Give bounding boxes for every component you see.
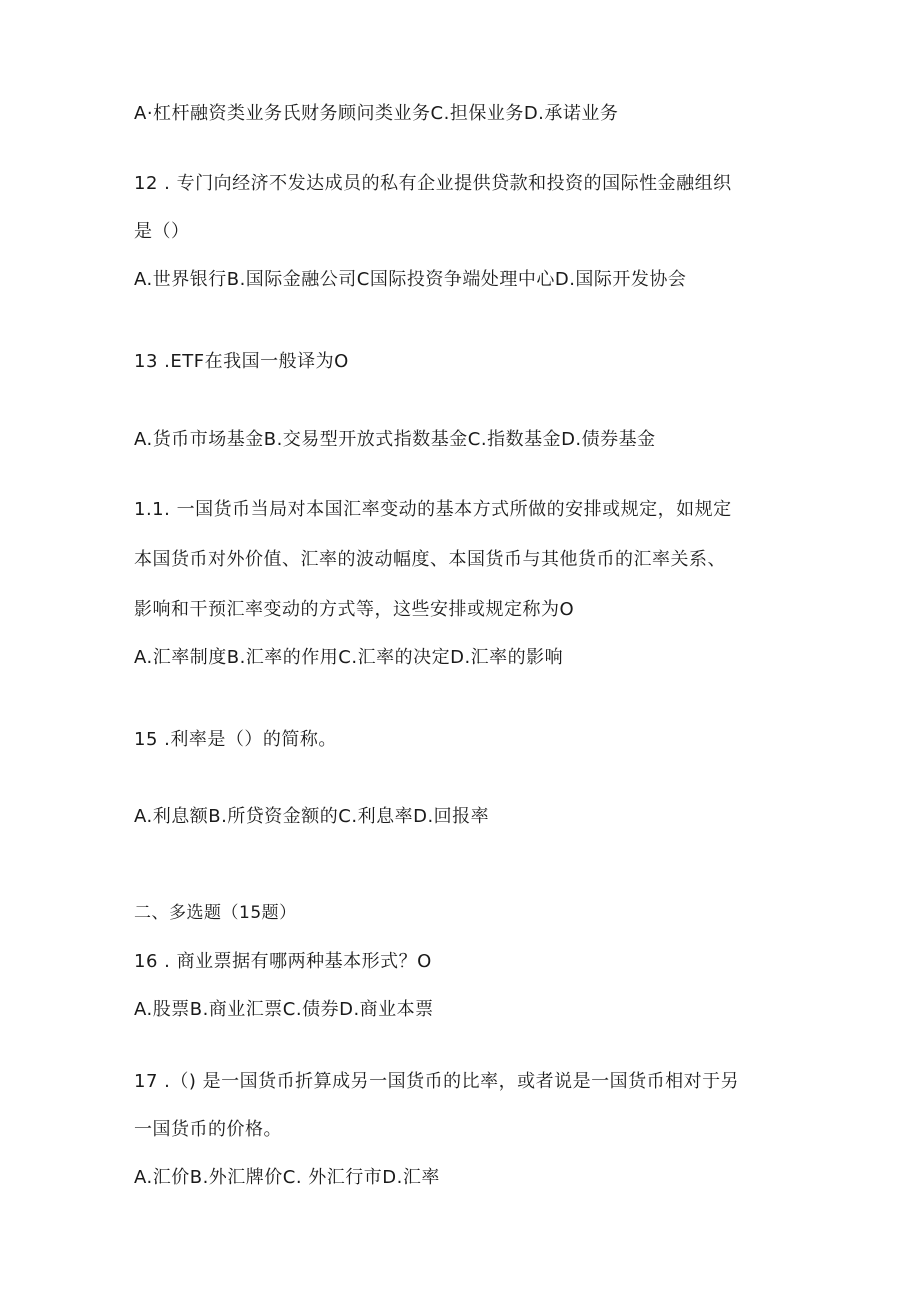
q14-stem-line-3: 影响和干预汇率变动的方式等，这些安排或规定称为O bbox=[134, 599, 575, 620]
q14-stem-line-1: 1.1. 一国货币当局对本国汇率变动的基本方式所做的安排或规定，如规定 bbox=[134, 499, 732, 520]
q17-stem-line-1: 17 .（) 是一国货币折算成另一国货币的比率，或者说是一国货币相对于另 bbox=[134, 1071, 740, 1092]
q12-options: A.世界银行B.国际金融公司C国际投资争端处理中心D.国际开发协会 bbox=[134, 269, 687, 290]
q17-options: A.汇价B.外汇牌价C. 外汇行市D.汇率 bbox=[134, 1167, 440, 1188]
q15-options: A.利息额B.所贷资金额的C.利息率D.回报率 bbox=[134, 806, 490, 827]
q16-options: A.股票B.商业汇票C.债券D.商业本票 bbox=[134, 999, 434, 1020]
q11-options: A·杠杆融资类业务氏财务顾问类业务C.担保业务D.承诺业务 bbox=[134, 103, 619, 124]
q14-options: A.汇率制度B.汇率的作用C.汇率的决定D.汇率的影响 bbox=[134, 647, 564, 668]
q13-options: A.货币市场基金B.交易型开放式指数基金C.指数基金D.债券基金 bbox=[134, 429, 656, 450]
q14-stem-line-2: 本国货币对外价值、汇率的波动幅度、本国货币与其他货币的汇率关系、 bbox=[134, 549, 726, 570]
q17-stem-line-2: 一国货币的价格。 bbox=[134, 1119, 282, 1140]
q15-stem: 15 .利率是（）的简称。 bbox=[134, 729, 337, 750]
q12-stem-line-1: 12 . 专门向经济不发达成员的私有企业提供贷款和投资的国际性金融组织 bbox=[134, 173, 732, 194]
section-heading: 二、多选题（15题） bbox=[134, 903, 297, 923]
q13-stem: 13 .ETF在我国一般译为O bbox=[134, 351, 349, 372]
q12-stem-line-2: 是（） bbox=[134, 221, 190, 242]
q16-stem: 16 . 商业票据有哪两种基本形式？O bbox=[134, 951, 432, 972]
